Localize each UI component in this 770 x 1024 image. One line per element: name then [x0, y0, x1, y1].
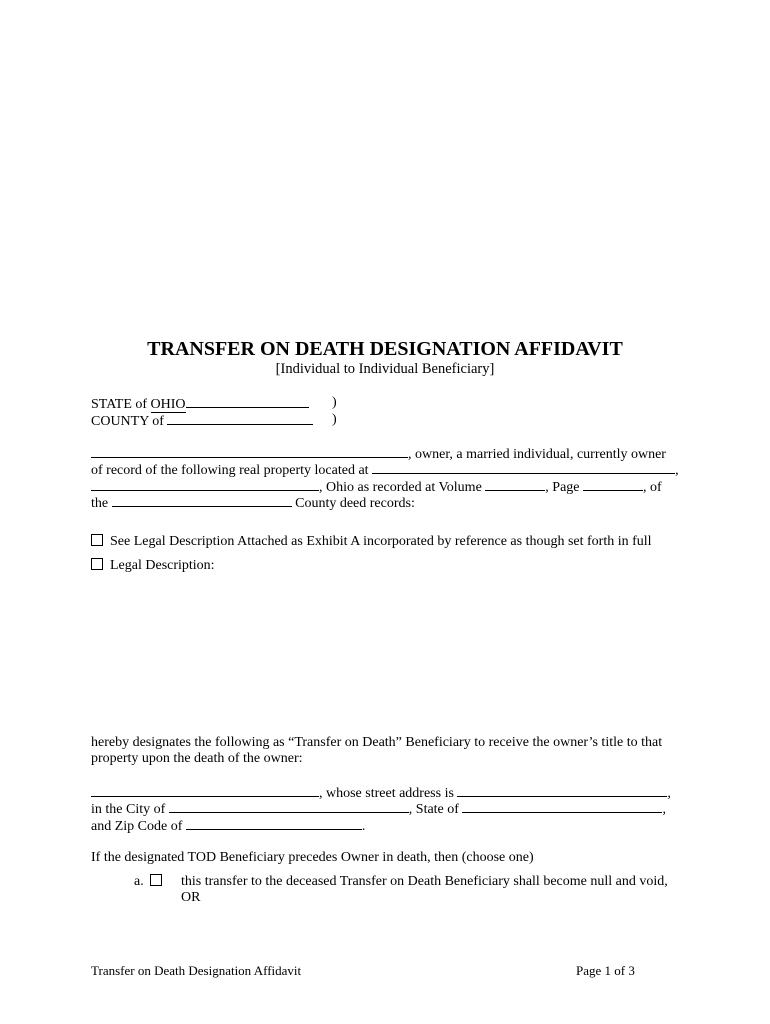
county-line [91, 412, 313, 430]
page-blank[interactable] [583, 478, 643, 491]
option-a-line2: OR [181, 890, 201, 905]
whose-address-text: , whose street address is [319, 786, 454, 801]
state-paren: ) [332, 395, 337, 410]
exhibit-label: See Legal Description Attached as Exhibit A incorporated by reference as though set forth in full [110, 534, 652, 549]
state-label-2: , State of [408, 802, 459, 817]
street-address-blank[interactable] [457, 784, 667, 797]
state-blank[interactable] [186, 395, 309, 408]
zip-period: . [361, 819, 366, 834]
para1-line1-text: , owner, a married individual, currently owner [408, 447, 666, 462]
owner-name-blank[interactable] [91, 445, 408, 458]
city-blank[interactable] [169, 800, 409, 813]
footer-title: Transfer on Death Designation Affidavit [91, 963, 302, 978]
para1-line3-suffix: , of [643, 480, 662, 495]
para1-line2-comma: , [675, 463, 679, 478]
address-comma-2: , [662, 802, 666, 817]
legal-description-checkbox[interactable] [91, 558, 103, 570]
para1-line2 [91, 461, 679, 479]
county-blank[interactable] [167, 412, 313, 425]
page-label: , Page [545, 480, 580, 495]
exhibit-checkbox[interactable] [91, 534, 103, 546]
option-legal [91, 558, 215, 574]
property-location-blank[interactable] [372, 461, 675, 474]
para1-line3-text: , Ohio as recorded at Volume [319, 480, 482, 495]
option-a-checkbox[interactable] [150, 874, 162, 886]
city-label: in the City of [91, 802, 166, 817]
county-blank-2[interactable] [112, 494, 292, 507]
precedes-text: If the designated TOD Beneficiary precedes Owner in death, then (choose one) [91, 850, 534, 865]
para1-line4 [91, 494, 415, 512]
option-a [134, 874, 162, 890]
zip-blank[interactable] [186, 817, 362, 830]
city-blank-1[interactable] [91, 478, 319, 491]
state-line [91, 395, 309, 413]
zip-label: and Zip Code of [91, 819, 183, 834]
option-exhibit [91, 534, 652, 550]
county-paren: ) [332, 412, 337, 427]
state-label: STATE of [91, 397, 148, 412]
option-a-line1: this transfer to the deceased Transfer on Death Beneficiary shall become null and void, [181, 874, 668, 889]
county-label: COUNTY of [91, 414, 164, 429]
state-blank-2[interactable] [462, 800, 662, 813]
para2-line2: property upon the death of the owner: [91, 751, 303, 766]
para1-line2-text: of record of the following real property located at [91, 463, 369, 478]
document-subtitle: [Individual to Individual Beneficiary] [275, 361, 495, 377]
volume-blank[interactable] [485, 478, 545, 491]
zip-line [91, 817, 365, 835]
beneficiary-name-blank[interactable] [91, 784, 319, 797]
city-state-line [91, 800, 666, 818]
para2-line1: hereby designates the following as “Transfer on Death” Beneficiary to receive the owner’s title to that [91, 735, 663, 750]
para1-line4-prefix: the [91, 496, 109, 511]
para1-line4-text: County deed records: [295, 496, 415, 511]
document-title: TRANSFER ON DEATH DESIGNATION AFFIDAVIT [147, 338, 623, 360]
legal-description-label: Legal Description: [110, 558, 215, 573]
option-a-letter: a. [134, 874, 144, 889]
page-number: Page 1 of 3 [576, 963, 635, 978]
address-comma-1: , [667, 786, 671, 801]
state-value: OHIO [150, 397, 186, 412]
